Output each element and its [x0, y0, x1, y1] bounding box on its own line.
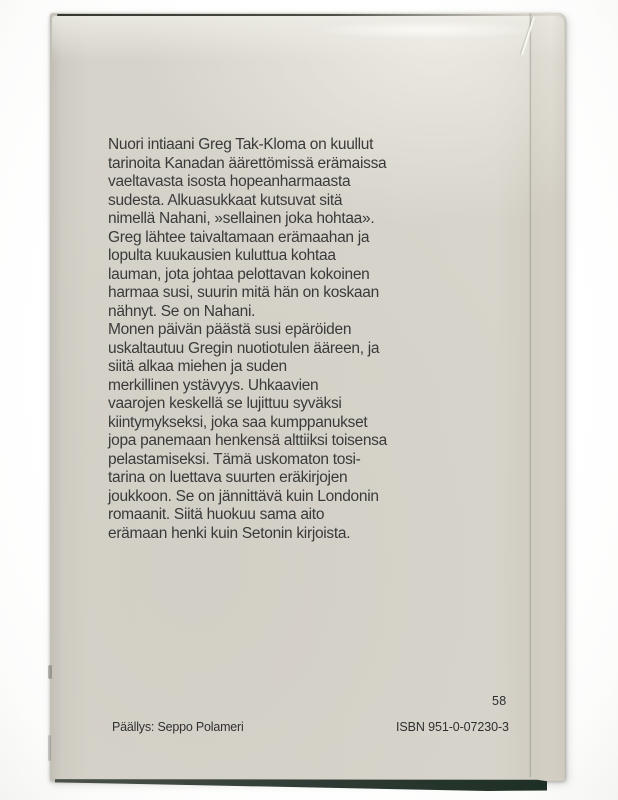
blurb-line: uskaltautuu Gregin nuotiotulen ääreen, ja [108, 339, 380, 357]
blurb-line: jopa panemaan henkensä alttiiksi toisensa [108, 432, 387, 449]
cover-designer-credit: Päällys: Seppo Polameri [112, 720, 244, 734]
blurb-line: tarina on luettava suurten eräkirjojen [108, 469, 348, 486]
book-back-cover [50, 13, 566, 781]
blurb-line: kiintymykseksi, joka saa kumppanukset [108, 413, 368, 431]
blurb-line: nähnyt. Se on Nahani. [108, 302, 256, 320]
blurb-line: Monen päivän päästä susi epäröiden [108, 321, 352, 338]
jacket-gloss-sheen [52, 16, 564, 60]
blurb-line: erämaan henki kuin Setonin kirjoista. [108, 524, 351, 542]
page-number: 58 [492, 694, 507, 708]
blurb-line: joukkoon. Se on jännittävä kuin Londonin [108, 487, 379, 505]
blurb-line: pelastamiseksi. Tämä uskomaton tosi- [108, 450, 361, 468]
blurb-line: lopulta kuukausien kuluttua kohtaa [108, 247, 336, 264]
blurb-line: merkillinen ystävyys. Uhkaavien [108, 376, 319, 394]
blurb-line: romaanit. Siitä huokuu sama aito [108, 506, 325, 523]
blurb-line: Greg lähtee taivaltamaan erämaahan ja [108, 228, 370, 246]
jacket-right-fold-panel [532, 13, 566, 778]
blurb-line: vaarojen keskellä se lujittuu syväksi [108, 395, 342, 412]
blurb-line: lauman, jota johtaa pelottavan kokoinen [108, 265, 370, 283]
blurb-line: tarinoita Kanadan äärettömissä erämaissa [108, 154, 387, 172]
blurb-line: vaeltavasta isosta hopeanharmaasta [108, 173, 351, 190]
blurb-line: harmaa susi, suurin mitä hän on koskaan [108, 284, 379, 301]
isbn-number: ISBN 951-0-07230-3 [396, 720, 509, 734]
blurb-line: siitä alkaa miehen ja suden [108, 358, 287, 375]
jacket-edge-nick [48, 665, 52, 679]
blurb-line: Nuori intiaani Greg Tak-Kloma on kuullut [108, 136, 374, 153]
blurb-text [108, 136, 438, 543]
blurb-line: sudesta. Alkuasukkaat kutsuvat sitä [108, 191, 343, 209]
blurb-line: nimellä Nahani, »sellainen joka hohtaa». [108, 210, 375, 227]
jacket-edge-nick [48, 735, 51, 761]
jacket-fold-crease [529, 13, 532, 777]
